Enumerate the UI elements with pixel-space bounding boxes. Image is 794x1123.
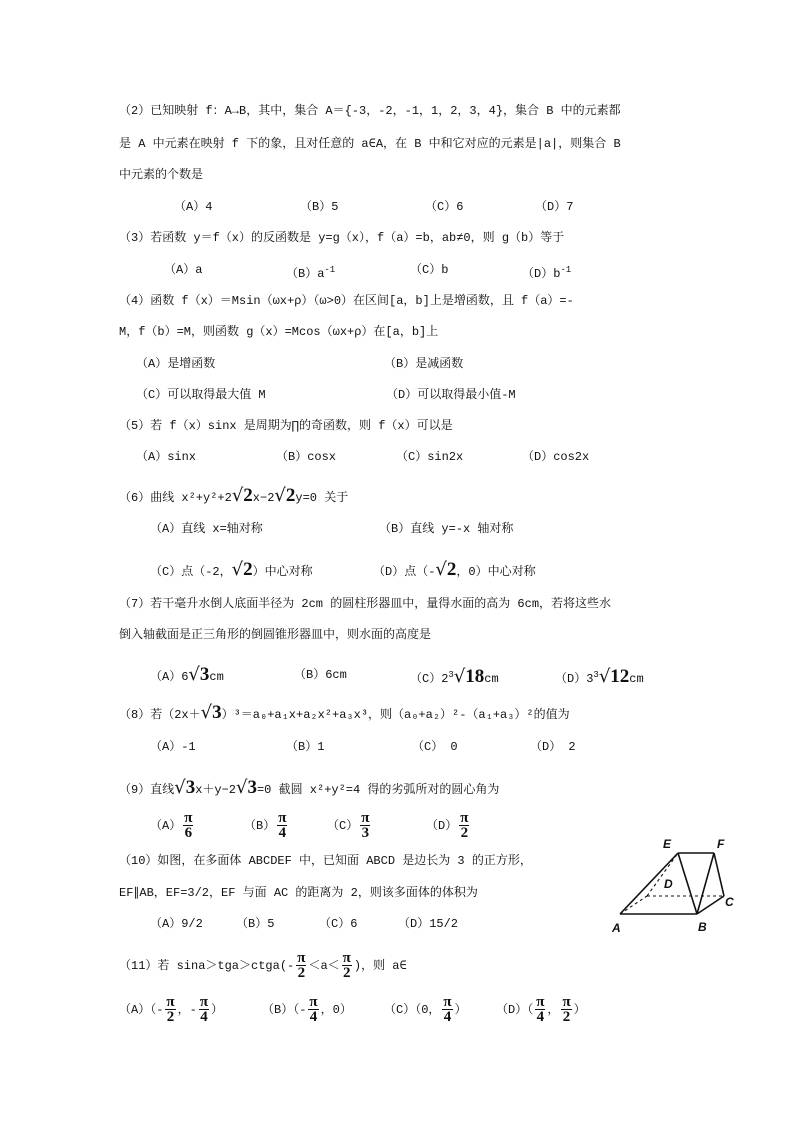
q4-line-2: M，f（b）=M，则函数 g（x）=Mcos（ωx+ρ）在[a，b]上: [119, 325, 439, 339]
q6-option-b: （B）直线 y=-x 轴对称: [379, 522, 514, 536]
q5-option-c: （C）sin2x: [396, 450, 464, 464]
q11-option-b: （B）（- $\frac{\pi}{4}$ ，0）: [262, 994, 352, 1026]
q9-option-b: （B） $\frac{\pi}{4}$: [244, 810, 287, 842]
q5-line-1: （5）若 f（x）sinx 是周期为∏的奇函数，则 f（x）可以是: [119, 419, 453, 433]
q11-line-1: （11）若 sina＞tga＞ctga(- $\frac{\pi}{2}$ ＜a＜ $\frac{\pi}{2}$ )，则 a∈: [119, 950, 407, 982]
q7-line-1: （7）若干毫升水倒人底面半径为 2cm 的圆柱形器皿中，量得水面的高为 6cm，若将这些水: [119, 597, 612, 611]
q6-option-c: （C）点（-2，√2）中心对称: [150, 559, 313, 580]
q5-option-a: （A）sinx: [136, 450, 197, 464]
q7-option-a: （A）6√3cm: [150, 664, 224, 685]
q9-option-d: （D） $\frac{\pi}{2}$: [426, 810, 469, 842]
q11-option-c: （C）（0， $\frac{\pi}{4}$ ）: [384, 994, 467, 1026]
q10-option-a: （A）9/2: [150, 917, 203, 931]
q3-line-1: （3）若函数 y＝f（x）的反函数是 y=g（x），f（a）=b，ab≠0，则 g（b）等于: [119, 231, 565, 245]
q2-option-b: （B）5: [300, 200, 339, 214]
q8-option-a: （A）-1: [150, 740, 196, 754]
q6-line-1: （6）曲线 x²+y²+2√2x−2√2y=0 关于: [119, 485, 349, 506]
q7-option-b: （B）6cm: [294, 668, 347, 682]
q7-option-c: $(C)2^3√18cm$: [410, 666, 499, 687]
q6-option-a: （A）直线 x=轴对称: [150, 522, 263, 536]
vertex-label-b: B: [698, 920, 707, 934]
q5-option-b: （B）cosx: [276, 450, 337, 464]
q9-option-a: （A） $\frac{\pi}{6}$: [150, 810, 193, 842]
q11-option-a: （A）（- $\frac{\pi}{2}$ ，- $\frac{\pi}{4}$ ）: [119, 994, 224, 1026]
q9-line-1: （9）直线√3x＋y−2√3=0 截圆 x²+y²=4 得的劣弧所对的圆心角为: [119, 777, 500, 798]
q2-option-a: （A）4: [174, 200, 213, 214]
q8-option-c: （C） 0: [412, 740, 458, 754]
q4-option-a: （A）是增函数: [136, 357, 216, 371]
q4-option-d: （D）可以取得最小值-M: [386, 388, 516, 402]
polyhedron-figure: [600, 830, 750, 938]
q10-line-1: （10）如图，在多面体 ABCDEF 中，已知面 ABCD 是边长为 3 的正方形，: [119, 854, 532, 868]
q3-option-b: $(B)a^{-1}$: [286, 265, 336, 281]
q3-option-d: $(D)b^{-1}$: [522, 265, 572, 281]
q5-option-d: （D）cos2x: [522, 450, 590, 464]
q11-option-d: （D）（ $\frac{\pi}{4}$ ， $\frac{\pi}{2}$ ）: [496, 994, 586, 1026]
q2-option-c: （C）6: [425, 200, 464, 214]
q10-option-d: （D）15/2: [398, 917, 459, 931]
q4-line-1: （4）函数 f（x）＝Msin（ωx+ρ）（ω>0）在区间[a，b]上是增函数，且 f（a）=-: [119, 294, 574, 308]
q8-option-d: （D） 2: [530, 740, 576, 754]
q4-option-b: （B）是减函数: [384, 357, 464, 371]
q8-line-1: （8）若（2x＋√3）³＝a₀+a₁x+a₂x²+a₃x³，则（a₀+a₂）²-（a₁+a₃）²的值为: [119, 702, 570, 723]
q2-option-d: （D）7: [535, 200, 574, 214]
q9-option-c: （C） $\frac{\pi}{3}$: [327, 810, 370, 842]
vertex-label-a: A: [612, 921, 621, 935]
q10-option-b: （B）5: [236, 917, 275, 931]
q8-option-b: （B）1: [286, 740, 325, 754]
vertex-label-d: D: [664, 877, 673, 891]
q2-line-2: 是 A 中元素在映射 f 下的象，且对任意的 a∈A，在 B 中和它对应的元素是|a|，则集合 B: [119, 137, 621, 151]
q10-line-2: EF∥AB，EF=3/2，EF 与面 AC 的距离为 2，则该多面体的体积为: [119, 886, 478, 900]
q6-option-d: （D）点（-√2，0）中心对称: [373, 559, 536, 580]
q4-option-c: （C）可以取得最大值 M: [136, 388, 266, 402]
vertex-label-f: F: [717, 837, 725, 851]
q10-option-c: （C）6: [319, 917, 358, 931]
vertex-label-e: E: [663, 837, 672, 851]
q2-line-1: （2）已知映射 f：A→B，其中，集合 A＝{-3，-2，-1，1，2，3，4}，集合 B 中的元素都: [119, 104, 621, 118]
q2-line-3: 中元素的个数是: [119, 168, 204, 182]
vertex-label-c: C: [725, 895, 734, 909]
q7-option-d: $(D)3^3√12cm$: [555, 666, 644, 687]
q7-line-2: 倒入轴截面是正三角形的倒圆锥形器皿中，则水面的高度是: [119, 628, 432, 642]
q3-option-c: （C）b: [410, 263, 449, 277]
q3-option-a: （A）a: [164, 263, 203, 277]
